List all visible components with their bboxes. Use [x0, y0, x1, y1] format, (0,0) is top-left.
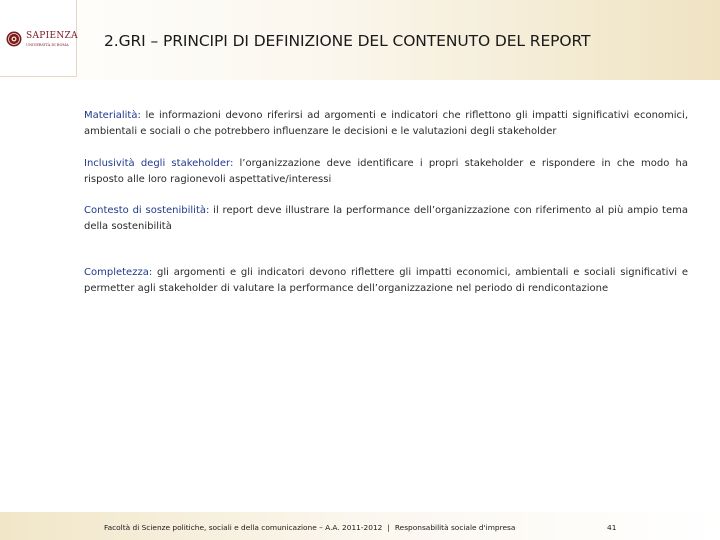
university-logo [0, 0, 77, 77]
term-label: Inclusività degli stakeholder: [84, 158, 234, 169]
term-label: Completezza: [84, 267, 153, 278]
paragraph-inclusivita [84, 156, 688, 188]
paragraph-text: le informazioni devono riferirsi ad argomenti e indicatori che riflettono gli impatti significativi economici, ambientali e sociali o che potrebbero influenzare le decisioni e le valutazioni degli stakeholder [84, 110, 688, 137]
page-number: 41 [607, 523, 617, 532]
paragraph-text: il report deve illustrare la performance dell’organizzazione con riferimento al più ampio tema della sostenibilità [84, 205, 688, 232]
term-label: Materialità: [84, 110, 141, 121]
logo-subtitle: UNIVERSITÀ DI ROMA [26, 43, 69, 47]
term-label: Contesto di sostenibilità: [84, 205, 210, 216]
logo-name: SAPIENZA [26, 31, 78, 41]
paragraph-text: l’organizzazione deve identificare i propri stakeholder e rispondere in che modo ha risposto alle loro ragionevoli aspettative/interessi [84, 158, 688, 185]
paragraph-completezza [84, 265, 688, 297]
page-title: 2.GRI – PRINCIPI DI DEFINIZIONE DEL CONTENUTO DEL REPORT [104, 32, 591, 50]
paragraph-materialita [84, 108, 688, 140]
footer-separator: | [387, 523, 390, 532]
footer-text [104, 523, 515, 532]
paragraph-text: gli argomenti e gli indicatori devono riflettere gli impatti economici, ambientali e sociali significativi e permetter agli stakeholder di valutare la performance dell’organizzazione nel periodo di rendicontazione [84, 267, 688, 294]
footer-faculty: Facoltà di Scienze politiche, sociali e della comunicazione – A.A. 2011-2012 [104, 523, 383, 532]
paragraph-contesto [84, 203, 688, 235]
sapienza-seal-icon [6, 31, 22, 47]
footer-course: Responsabilità sociale d'impresa [394, 523, 516, 532]
